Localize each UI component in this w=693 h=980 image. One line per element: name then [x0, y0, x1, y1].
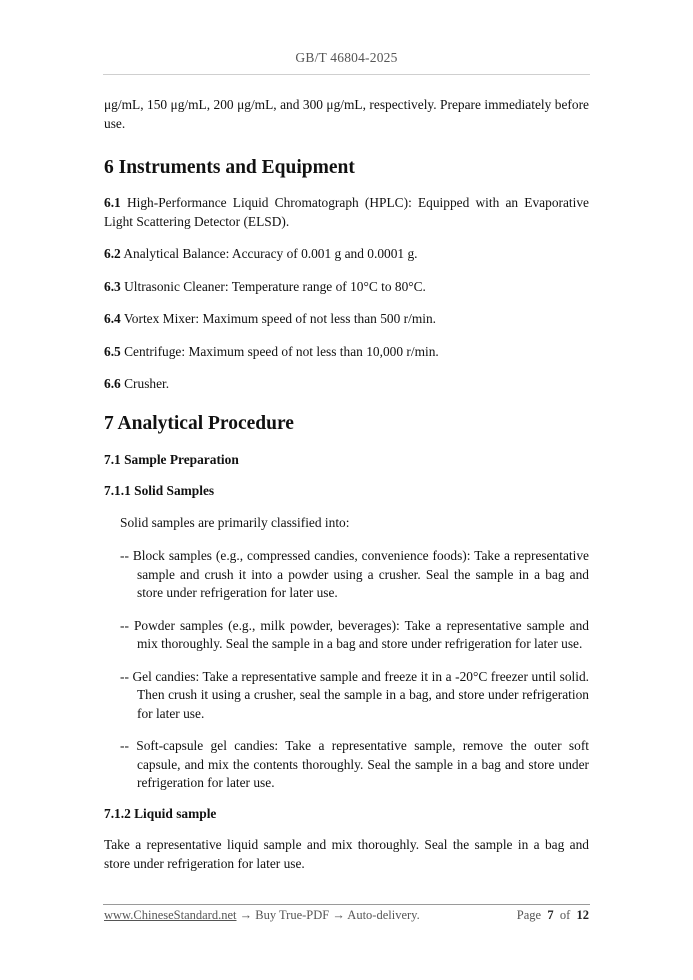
item-6-2 — [104, 245, 589, 264]
item-text: Centrifuge: Maximum speed of not less than 10,000 r/min. — [124, 343, 439, 359]
item-number: 6.5 — [104, 343, 121, 359]
current-page: 7 — [547, 908, 554, 922]
dash-item-block: -- Block samples (e.g., compressed candies, convenience foods): Take a representative sample and crush it into a powder using a crusher. Seal the sample in a bag and store under refrigeration for later use. — [120, 548, 589, 600]
item-number: 6.3 — [104, 278, 121, 294]
item-text: Ultrasonic Cleaner: Temperature range of 10°C to 80°C. — [124, 278, 426, 294]
footer-promo — [104, 908, 420, 923]
item-6-1 — [104, 194, 589, 231]
running-header: GB/T 46804-2025 — [295, 50, 398, 65]
subsection-7-1-1-heading: 7.1.1 Solid Samples — [104, 483, 215, 498]
item-number: 6.1 — [104, 195, 121, 210]
continuation-paragraph: μg/mL, 150 μg/mL, 200 μg/mL, and 300 μg/mL, respectively. Prepare immediately before use. — [104, 97, 589, 131]
item-6-4 — [104, 310, 589, 329]
page-label: Page — [516, 908, 542, 922]
item-text: Vortex Mixer: Maximum speed of not less than 500 r/min. — [123, 311, 437, 326]
dash-item-softcapsule: -- Soft-capsule gel candies: Take a representative sample, remove the outer soft capsule, and mix the contents thoroughly. Seal the sample in a bag and store under refrigeration for later use. — [120, 738, 589, 790]
subsection-7-1-2-heading: 7.1.2 Liquid sample — [104, 805, 217, 821]
site-link[interactable]: www.ChineseStandard.net — [104, 908, 237, 922]
of-label: of — [559, 908, 571, 922]
dash-item-gel: -- Gel candies: Take a representative sample and freeze it in a -20°C freezer until solid. Then crush it using a crusher, seal the sample in a bag, and store under refrigeration for later use. — [120, 668, 589, 721]
promo-text: → Buy True-PDF → Auto-delivery. — [236, 908, 420, 922]
total-pages: 12 — [576, 908, 589, 922]
header-divider — [103, 74, 590, 75]
item-6-5 — [104, 343, 589, 362]
item-text: Analytical Balance: Accuracy of 0.001 g and 0.0001 g. — [123, 246, 418, 261]
subsection-7-1-heading: 7.1 Sample Preparation — [104, 451, 239, 467]
item-text: High-Performance Liquid Chromatograph (HPLC): Equipped with an Evaporative Light Scattering Detector (ELSD). — [104, 195, 589, 229]
item-text: Crusher. — [124, 376, 170, 391]
item-number: 6.6 — [104, 376, 121, 391]
solid-intro: Solid samples are primarily classified into: — [120, 514, 350, 530]
page-body — [104, 96, 589, 873]
liquid-paragraph: Take a representative liquid sample and mix thoroughly. Seal the sample in a bag and store under refrigeration for later use. — [104, 837, 589, 871]
item-number: 6.2 — [104, 246, 121, 261]
section-7-heading: 7 Analytical Procedure — [104, 412, 294, 434]
footer-divider — [103, 904, 590, 905]
page-number — [517, 908, 589, 923]
dash-item-powder: -- Powder samples (e.g., milk powder, beverages): Take a representative sample and mix thoroughly. Seal the sample in a bag and store under refrigeration for later use. — [120, 617, 589, 651]
section-6-heading: 6 Instruments and Equipment — [104, 157, 355, 178]
item-6-6 — [104, 375, 589, 394]
item-6-3 — [104, 278, 589, 297]
item-number: 6.4 — [104, 311, 121, 326]
